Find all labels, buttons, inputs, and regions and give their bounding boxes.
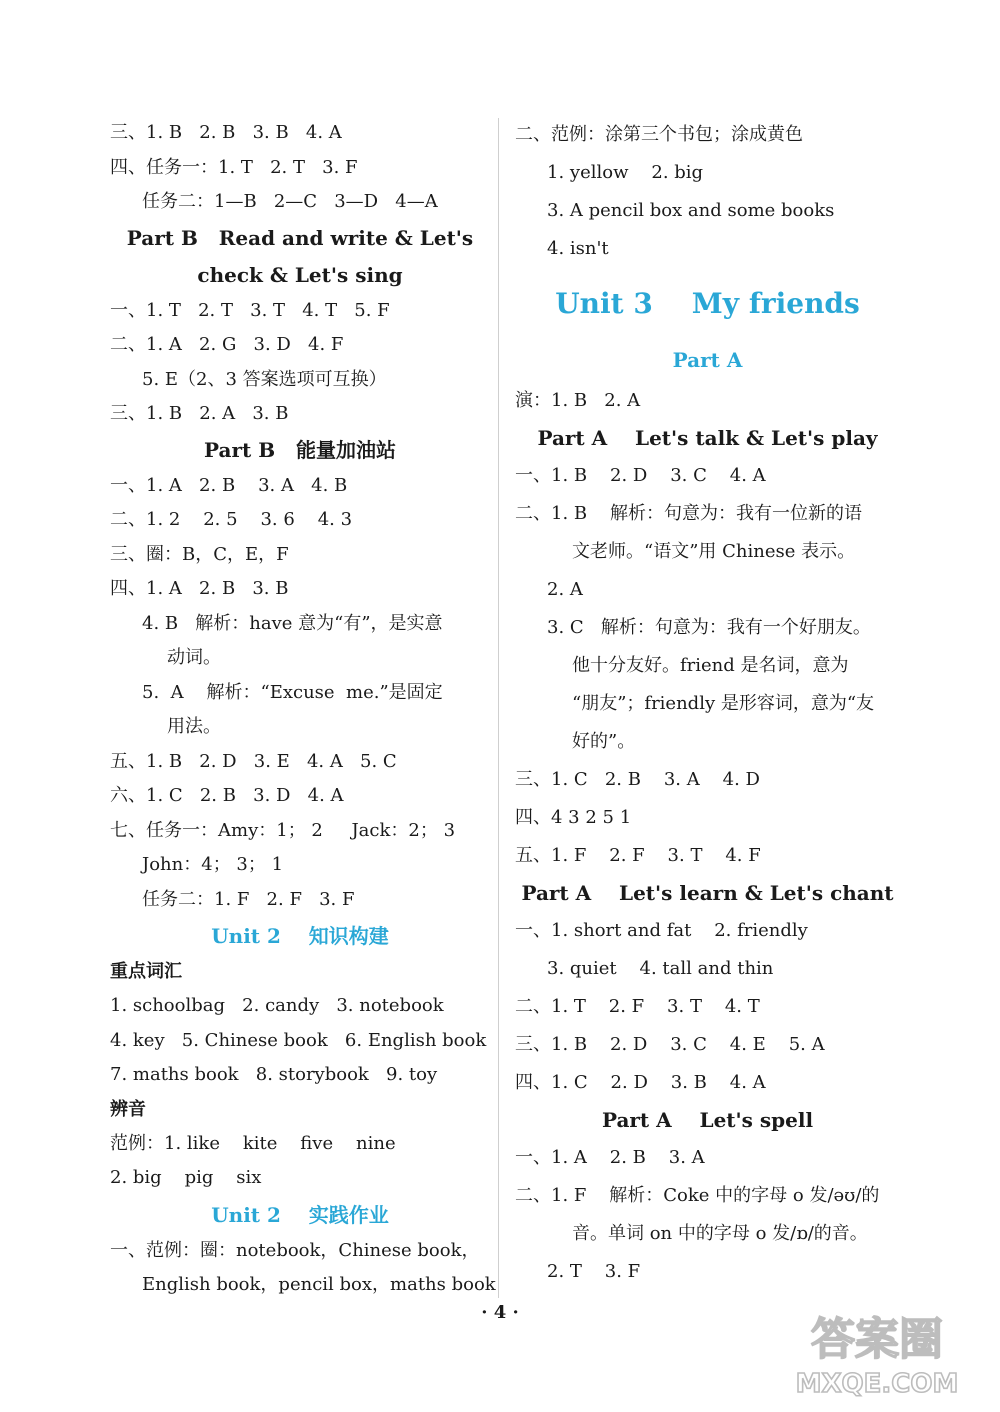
answer-line: 1. yellow 2. big bbox=[547, 162, 704, 183]
answer-line: 一、1. B 2. D 3. C 4. A bbox=[515, 465, 766, 486]
watermark-logo bbox=[782, 1296, 972, 1406]
answer-line: 六、1. C 2. B 3. D 4. A bbox=[110, 785, 344, 806]
answer-line: 一、1. A 2. B 3. A 4. B bbox=[110, 474, 348, 496]
right-column bbox=[515, 116, 900, 1291]
section-heading: Part B Read and write & Let's bbox=[126, 225, 474, 250]
page-number: · 4 · bbox=[481, 1302, 519, 1323]
subsection-label: 重点词汇 bbox=[110, 961, 182, 982]
answer-line: 一、1. A 2. B 3. A bbox=[515, 1147, 705, 1168]
answer-line: 范例：1. like kite five nine bbox=[110, 1132, 396, 1154]
unit-title: Unit 3 My friends bbox=[555, 287, 860, 320]
answer-line: 2. A bbox=[547, 579, 583, 600]
watermark-url: MXQE.COM bbox=[795, 1369, 959, 1399]
left-column bbox=[110, 116, 496, 1303]
answer-line: 四、任务一：1. T 2. T 3. F bbox=[110, 156, 358, 178]
column-divider bbox=[498, 118, 499, 1298]
section-heading: Part B 能量加油站 bbox=[204, 437, 396, 462]
answer-line: 三、1. B 2. D 3. C 4. E 5. A bbox=[515, 1034, 825, 1055]
answer-line: 任务二：1—B 2—C 3—D 4—A bbox=[142, 191, 438, 212]
answer-line: 用法。 bbox=[167, 716, 221, 737]
answer-line: 4. isn't bbox=[547, 238, 609, 259]
answer-line: 三、圈：B，C，E，F bbox=[110, 543, 289, 565]
answer-line: 他十分友好。friend 是名词，意为 bbox=[572, 655, 849, 676]
answer-line: 音。单词 on 中的字母 o 发/ɒ/的音。 bbox=[572, 1223, 868, 1244]
section-heading: Part A Let's spell bbox=[601, 1108, 814, 1132]
answer-line: 4. B 解析：have 意为“有”，是实意 bbox=[142, 612, 443, 634]
answer-line: 一、1. short and fat 2. friendly bbox=[515, 920, 808, 941]
answer-line: 一、范例：圈：notebook，Chinese book， bbox=[110, 1239, 480, 1261]
answer-line: 4. key 5. Chinese book 6. English book bbox=[110, 1029, 487, 1051]
answer-line: 二、1. B 解析：句意为：我有一位新的语 bbox=[515, 503, 863, 524]
answer-line: 四、1. A 2. B 3. B bbox=[110, 578, 289, 599]
answer-line: 七、任务一：Amy：1； 2 Jack：2； 3 bbox=[110, 819, 456, 841]
answer-line: 演：1. B 2. A bbox=[515, 390, 641, 411]
answer-line: 三、1. B 2. B 3. B 4. A bbox=[110, 122, 342, 143]
answer-line: “朋友”；friendly 是形容词，意为“友 bbox=[572, 693, 875, 714]
answer-line: 2. big pig six bbox=[110, 1167, 262, 1188]
answer-line: 1. schoolbag 2. candy 3. notebook bbox=[110, 995, 444, 1016]
answer-line: 3. quiet 4. tall and thin bbox=[547, 958, 774, 979]
answer-line: 二、范例：涂第三个书包；涂成黄色 bbox=[515, 124, 803, 145]
section-heading: check & Let's sing bbox=[197, 262, 403, 287]
answer-line: 四、1. C 2. D 3. B 4. A bbox=[515, 1072, 766, 1093]
section-heading: Part A Let's learn & Let's chant bbox=[521, 881, 894, 905]
answer-line: 三、1. B 2. A 3. B bbox=[110, 403, 289, 424]
answer-line: 二、1. A 2. G 3. D 4. F bbox=[110, 334, 344, 355]
answer-line: 5. A 解析：“Excuse me.”是固定 bbox=[142, 681, 443, 703]
answer-line: 二、1. F 解析：Coke 中的字母 o 发/əʊ/的 bbox=[515, 1185, 880, 1206]
answer-line: 五、1. B 2. D 3. E 4. A 5. C bbox=[110, 750, 397, 772]
part-title: Part A bbox=[672, 348, 743, 372]
answer-line: 7. maths book 8. storybook 9. toy bbox=[110, 1064, 438, 1085]
answer-line: 任务二：1. F 2. F 3. F bbox=[142, 888, 355, 910]
answer-line: 好的”。 bbox=[572, 731, 636, 752]
answer-line: 2. T 3. F bbox=[547, 1261, 641, 1282]
answer-line: 三、1. C 2. B 3. A 4. D bbox=[515, 769, 760, 790]
answer-line: 3. A pencil box and some books bbox=[547, 200, 835, 221]
answer-line: 五、1. F 2. F 3. T 4. F bbox=[515, 845, 761, 866]
unit-heading: Unit 2 知识构建 bbox=[211, 924, 389, 948]
answer-line: 四、4 3 2 5 1 bbox=[515, 807, 632, 828]
answer-line: 动词。 bbox=[167, 647, 221, 668]
answer-line: English book，pencil box，maths book bbox=[142, 1274, 496, 1295]
answer-line: 二、1. T 2. F 3. T 4. T bbox=[515, 996, 760, 1017]
answer-line: 一、1. T 2. T 3. T 4. T 5. F bbox=[110, 299, 390, 321]
answer-line: 文老师。“语文”用 Chinese 表示。 bbox=[572, 541, 856, 562]
subsection-label: 辨音 bbox=[110, 1098, 146, 1120]
section-heading: Part A Let's talk & Let's play bbox=[537, 426, 878, 450]
unit-heading: Unit 2 实践作业 bbox=[211, 1202, 389, 1227]
answer-line: 5. E（2、3 答案选项可互换） bbox=[142, 368, 387, 390]
answer-line: 3. C 解析：句意为：我有一个好朋友。 bbox=[547, 617, 871, 638]
answer-line: 二、1. 2 2. 5 3. 6 4. 3 bbox=[110, 509, 353, 530]
watermark-title: 答案圈 bbox=[811, 1314, 943, 1365]
answer-line: John：4； 3； 1 bbox=[142, 854, 284, 875]
